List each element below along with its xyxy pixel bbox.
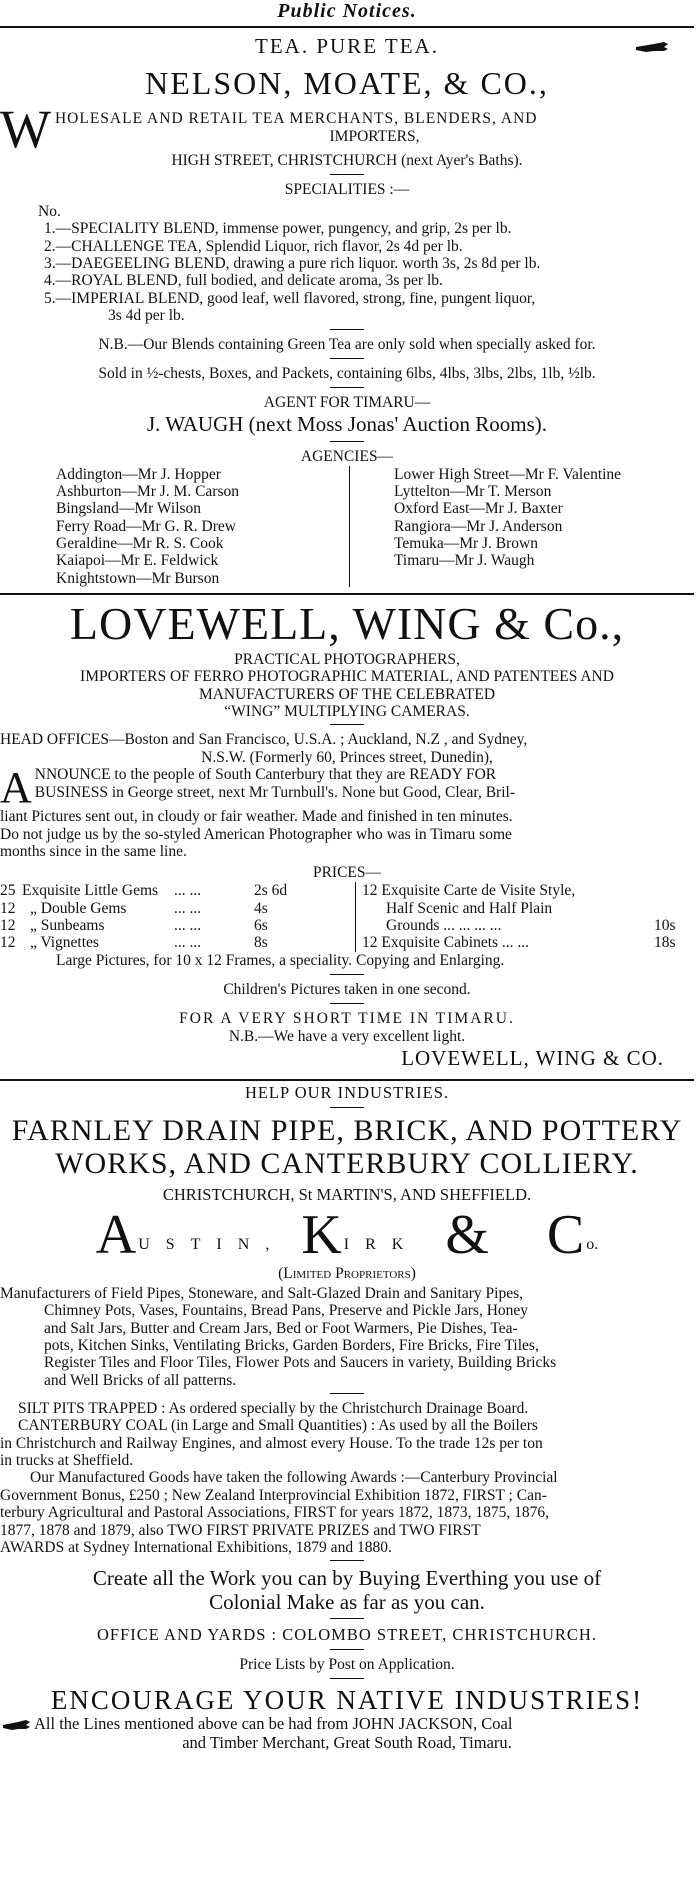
short-rule (330, 1003, 364, 1004)
paragraph-line: SILT PITS TRAPPED : As ordered specially by the Christchurch Drainage Board. (18, 1400, 529, 1418)
title-line: WORKS, AND CANTERBURY COLLIERY. (55, 1147, 639, 1181)
name-part: USTIN, (138, 1235, 286, 1253)
list-item: Lyttelton—Mr T. Merson (394, 482, 552, 500)
price-row (0, 882, 355, 899)
list-item: Knightstown—Mr Burson (56, 569, 220, 587)
price-dots: ... ... (174, 934, 202, 952)
jackson-note (0, 1715, 694, 1752)
price-item: „ Sunbeams (30, 916, 105, 934)
price-value: 4s (254, 899, 268, 917)
subtitle-line: “WING” MULTIPLYING CAMERAS. (224, 703, 470, 721)
announcement-line: liant Pictures sent out, in cloudy or fair weather. Made and finished in ten minutes. (0, 808, 513, 826)
price-row (0, 917, 355, 934)
address: HIGH STREET, CHRISTCHURCH (next Ayer's Baths). (171, 152, 523, 169)
slogan-line: Colonial Make as far as you can. (209, 1589, 485, 1614)
paragraph-line: in Christchurch and Railway Engines, and almost every House. To the trade 12s per ton (0, 1434, 543, 1452)
subtitle-line: IMPORTERS OF FERRO PHOTOGRAPHIC MATERIAL, AND PATENTEES AND (80, 668, 614, 686)
price-item: Half Scenic and Half Plain (386, 899, 553, 917)
price-value: 2s 6d (254, 882, 288, 900)
sold-note: Sold in ½-chests, Boxes, and Packets, containing 6lbs, 4lbs, 3lbs, 2lbs, 1lb, ½lb. (98, 364, 596, 382)
paragraph-line: Manufacturers of Field Pipes, Stoneware, and Salt-Glazed Drain and Sanitary Pipes, (0, 1284, 523, 1302)
short-rule (330, 1393, 364, 1394)
short-rule (330, 174, 364, 175)
price-qty: 25 (0, 882, 16, 900)
price-value: 6s (254, 916, 268, 934)
list-item: Oxford East—Mr J. Baxter (394, 500, 563, 518)
announcement (0, 763, 694, 860)
paragraph-line: in trucks at Sheffield. (0, 1452, 134, 1470)
list-item: Lower High Street—Mr F. Valentine (394, 465, 622, 483)
announcement-line: NNOUNCE to the people of South Canterbury that they are READY FOR (34, 766, 497, 784)
list-item: Geraldine—Mr R. S. Cook (56, 534, 224, 552)
section-divider (0, 593, 694, 595)
company-name: LOVEWELL, WING & Co., (69, 598, 625, 650)
nb-note: N.B.—We have a very excellent light. (228, 1027, 466, 1045)
list-item: Ashburton—Mr J. M. Carson (56, 482, 239, 500)
list-item: 3.—DAEGEELING BLEND, drawing a pure rich liquor. worth 3s, 2s 8d per lb. (44, 255, 541, 273)
paragraph-line: 1877, 1878 and 1879, also TWO FIRST PRIVATE PRIZES and TWO FIRST (0, 1521, 481, 1539)
paragraph-line: All the Lines mentioned above can be had from JOHN JACKSON, Coal (34, 1714, 513, 1734)
company-subtitle (0, 651, 694, 720)
specialities-list (0, 203, 694, 325)
initial-c: C (546, 1203, 587, 1266)
short-rule (330, 724, 364, 725)
title-line: FARNLEY DRAIN PIPE, BRICK, AND POTTERY (11, 1113, 683, 1147)
paragraph-line: CANTERBURY COAL (in Large and Small Quantities) : As used by all the Boilers (18, 1417, 538, 1435)
silt-and-coal (0, 1400, 694, 1556)
price-dots: ... ... (174, 882, 202, 900)
list-item-continued: 3s 4d per lb. (108, 307, 185, 325)
list-item: Addington—Mr J. Hopper (56, 465, 221, 483)
section-divider (0, 1079, 694, 1081)
short-rule (330, 1618, 364, 1619)
price-row (0, 900, 355, 917)
help-heading: HELP OUR INDUSTRIES. (244, 1082, 450, 1102)
price-qty: 12 (0, 899, 16, 917)
price-item: 12 Exquisite Carte de Visite Style, (362, 882, 576, 900)
short-rule (330, 974, 364, 975)
paragraph-line: pots, Kitchen Sinks, Ventilating Bricks, Garden Borders, Fire Bricks, Fire Tiles, (44, 1336, 539, 1354)
agent-label: AGENT FOR TIMARU— (263, 393, 431, 411)
head-offices (0, 731, 694, 766)
price-qty: 12 (0, 934, 16, 952)
name-part: o. (586, 1235, 599, 1253)
initial-a: A (95, 1203, 139, 1266)
announcement-line: months since in the same line. (0, 842, 187, 860)
signature: LOVEWELL, WING & CO. (401, 1045, 664, 1070)
subtitle-line: PRACTICAL PHOTOGRAPHERS, (234, 651, 460, 669)
dropcap: A (0, 763, 32, 813)
list-item: Rangiora—Mr J. Anderson (394, 517, 563, 535)
price-item: „ Vignettes (30, 934, 99, 952)
agent-name: J. WAUGH (next Moss Jonas' Auction Rooms). (146, 411, 548, 436)
subtitle-line: MANUFACTURERS OF THE CELEBRATED (198, 685, 496, 703)
price-item: „ Double Gems (30, 899, 127, 917)
list-item: Temuka—Mr J. Brown (394, 534, 538, 552)
list-item: Timaru—Mr J. Waugh (394, 552, 535, 570)
price-item: Grounds ... ... ... ... (386, 916, 502, 934)
short-rule (330, 1560, 364, 1561)
price-value: 8s (254, 934, 268, 952)
description-line: IMPORTERS, (329, 128, 420, 145)
price-row (0, 934, 355, 951)
farnley-advert (0, 1083, 694, 1753)
nb-note: N.B.—Our Blends containing Green Tea are only sold when specially asked for. (98, 335, 596, 353)
dropcap: W (0, 99, 51, 159)
paragraph-line: Register Tiles and Floor Tiles, Flower Pots and Saucers in variety, Building Bricks (44, 1354, 557, 1372)
nelson-moate-advert (0, 34, 694, 587)
price-value: 18s (654, 934, 676, 952)
list-item: Bingsland—Mr Wilson (56, 500, 202, 518)
pointing-hand-icon (634, 38, 670, 56)
price-qty: 12 (0, 916, 16, 934)
lovewell-wing-advert (0, 597, 694, 1071)
price-lists-note: Price Lists by Post on Application. (239, 1656, 455, 1674)
price-dots: ... ... (174, 899, 202, 917)
ampersand: & (445, 1203, 491, 1266)
header-rule (0, 26, 694, 28)
places: CHRISTCHURCH, St MARTIN'S, AND SHEFFIELD. (162, 1184, 532, 1204)
paragraph-line: Our Manufactured Goods have taken the following Awards :—Canterbury Provincial (30, 1469, 558, 1487)
description-line: HOLESALE AND RETAIL TEA MERCHANTS, BLENDERS, AND (54, 110, 538, 127)
works-title (0, 1114, 694, 1181)
paragraph-line: terbury Agricultural and Pastoral Associations, FIRST for years 1872, 1873, 1875, 1876, (0, 1504, 550, 1522)
manufacturers-paragraph (0, 1285, 694, 1389)
short-rule (330, 358, 364, 359)
short-time-note: FOR A VERY SHORT TIME IN TIMARU. (179, 1009, 515, 1027)
short-rule (330, 329, 364, 330)
office-address: OFFICE AND YARDS : COLOMBO STREET, CHRISTCHURCH. (97, 1625, 597, 1645)
create-slogan (0, 1567, 694, 1614)
prices-table (0, 882, 694, 951)
offices-line: N.S.W. (Formerly 60, Princes street, Dunedin), (201, 748, 493, 766)
children-note: Children's Pictures taken in one second. (223, 980, 471, 998)
list-item: Kaiapoi—Mr E. Feldwick (56, 552, 219, 570)
price-item: Exquisite Little Gems (22, 882, 159, 900)
no-label: No. (38, 203, 61, 220)
price-dots: ... ... (174, 916, 202, 934)
list-item: 2.—CHALLENGE TEA, Splendid Liquor, rich flavor, 2s 4d per lb. (44, 237, 463, 255)
list-item: 1.—SPECIALITY BLEND, immense power, pungency, and grip, 2s per lb. (44, 220, 512, 238)
company-name (0, 1205, 694, 1265)
paragraph-line: and Timber Merchant, Great South Road, Timaru. (182, 1732, 512, 1752)
price-value: 10s (654, 916, 676, 934)
short-rule (330, 441, 364, 442)
short-rule (330, 1107, 364, 1108)
list-item: 5.—IMPERIAL BLEND, good leaf, well flavored, strong, fine, pungent liquor, (44, 289, 536, 307)
paragraph-line: and Well Bricks of all patterns. (44, 1371, 237, 1389)
paragraph-line: AWARDS at Sydney International Exhibitions, 1879 and 1880. (0, 1538, 392, 1556)
slogan-line: Create all the Work you can by Buying Everthing you use of (92, 1566, 602, 1591)
section-header: Public Notices. (277, 0, 417, 22)
initial-k: K (301, 1203, 344, 1266)
offices-line: HEAD OFFICES—Boston and San Francisco, U.S.A. ; Auckland, N.Z , and Sydney, (0, 731, 528, 749)
prices-heading: PRICES— (312, 864, 382, 882)
company-description (0, 99, 694, 159)
agencies-list (0, 466, 694, 588)
paragraph-line: Chimney Pots, Vases, Fountains, Bread Pans, Preserve and Pickle Jars, Honey (44, 1302, 529, 1320)
agencies-heading: AGENCIES— (300, 447, 394, 465)
list-item: 4.—ROYAL BLEND, full bodied, and delicate aroma, 3s per lb. (44, 272, 443, 290)
short-rule (330, 387, 364, 388)
name-part: IRK (343, 1235, 420, 1253)
short-rule (330, 1678, 364, 1679)
encourage-heading: ENCOURAGE YOUR NATIVE INDUSTRIES! (50, 1685, 644, 1716)
company-name: NELSON, MOATE, & CO., (145, 65, 549, 101)
large-pictures-note: Large Pictures, for 10 x 12 Frames, a speciality. Copying and Enlarging. (56, 951, 505, 969)
announcement-line: BUSINESS in George street, next Mr Turnbull's. None but Good, Clear, Bril- (34, 783, 515, 801)
specialities-heading: SPECIALITIES :— (284, 181, 410, 198)
announcement-line: Do not judge us by the so-styled American Photographer who was in Timaru some (0, 825, 512, 843)
price-item: 12 Exquisite Cabinets ... ... (362, 934, 530, 952)
paragraph-line: and Salt Jars, Butter and Cream Jars, Bed or Foot Warmers, Pie Dishes, Tea- (44, 1319, 518, 1337)
limited-proprietors: (Limited Proprietors) (278, 1264, 416, 1282)
list-item: Ferry Road—Mr G. R. Drew (56, 517, 236, 535)
tea-heading: TEA. PURE TEA. (255, 34, 439, 58)
short-rule (330, 1649, 364, 1650)
paragraph-line: Government Bonus, £250 ; New Zealand Interprovincial Exhibition 1872, FIRST ; Can- (0, 1486, 547, 1504)
pointing-hand-icon (2, 1717, 32, 1733)
